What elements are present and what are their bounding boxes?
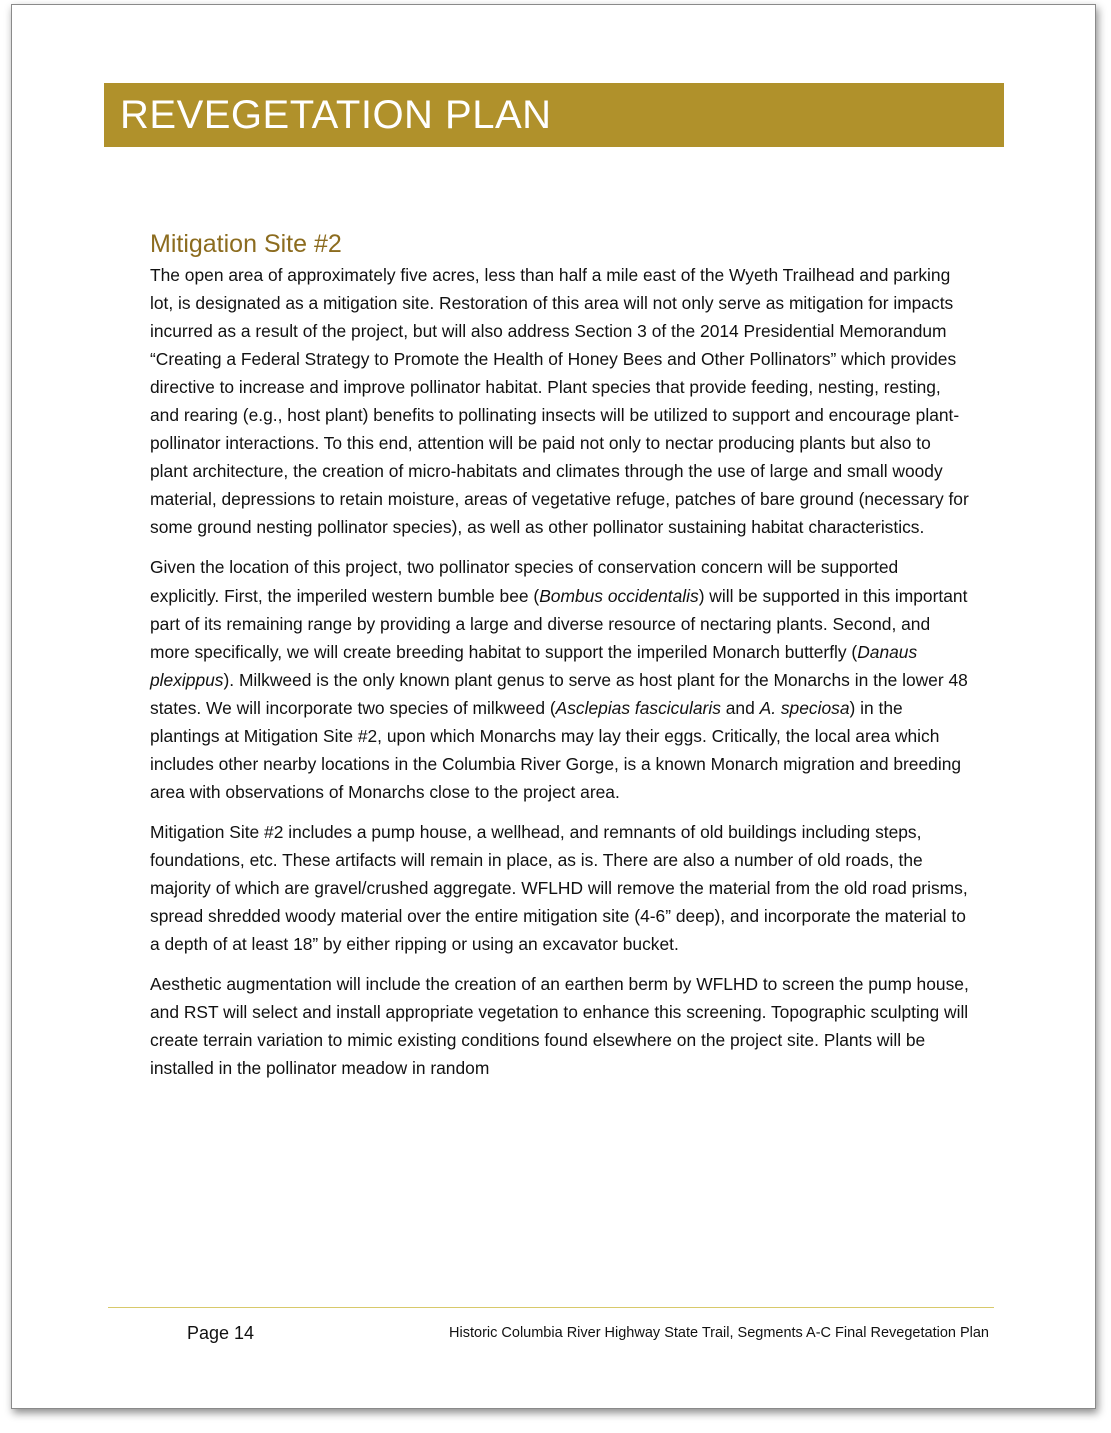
text-run: ) will be supported in this important part of its remaining range by providing a large and diverse resource of nectaring plants. Second, and more specifically, we will create breeding habitat to support the imperiled Monarch butterfly ( bbox=[150, 585, 968, 662]
section-banner bbox=[104, 83, 1004, 147]
paragraph bbox=[150, 261, 972, 541]
text-run: Mitigation Site #2 includes a pump house, a wellhead, and remnants of old buildings including steps, foundations, etc. These artifacts will remain in place, as is. There are also a number of old roads, the majority of which are gravel/crushed aggregate. WFLHD will remove the material from the old road prisms, spread shredded woody material over the entire mitigation site (4-6” deep), and incorporate the material to a depth of at least 18” by either ripping or using an excavator bucket. bbox=[150, 821, 968, 955]
document-page bbox=[11, 4, 1096, 1409]
paragraph bbox=[150, 553, 972, 805]
banner-title: REVEGETATION PLAN bbox=[120, 93, 552, 137]
species-name: A. speciosa bbox=[759, 697, 850, 718]
document-title: Historic Columbia River Highway State Trail, Segments A-C Final Revegetation Plan bbox=[449, 1325, 989, 1341]
paragraph bbox=[150, 970, 972, 1082]
species-name: Asclepias fascicularis bbox=[555, 697, 721, 718]
section-heading: Mitigation Site #2 bbox=[150, 230, 342, 258]
species-name: Danaus plexippus bbox=[150, 641, 918, 690]
text-run: ). Milkweed is the only known plant genus to serve as host plant for the Monarchs in the lower 48 states. We will incorporate two species of milkweed ( bbox=[150, 669, 968, 718]
text-run: Given the location of this project, two pollinator species of conservation concern will be supported explicitly. First, the imperiled western bumble bee ( bbox=[150, 557, 899, 606]
paragraph bbox=[150, 818, 972, 958]
text-run: and bbox=[720, 697, 760, 718]
body-content bbox=[150, 227, 972, 1094]
text-run: Aesthetic augmentation will include the creation of an earthen berm by WFLHD to screen the pump house, and RST will select and install appropriate vegetation to enhance this screening. Topographic sculpting will create terrain variation to mimic existing conditions found elsewhere on the project site. Plants will be installed in the pollinator meadow in random bbox=[150, 974, 969, 1079]
text-run: ) in the plantings at Mitigation Site #2, upon which Monarchs may lay their eggs. Critically, the local area which includes other nearby locations in the Columbia River Gorge, is a known Monarch migration and breeding area with observations of Monarchs close to the project area. bbox=[150, 697, 962, 802]
species-name: Bombus occidentalis bbox=[539, 585, 699, 606]
text-run: The open area of approximately five acres, less than half a mile east of the Wyeth Trailhead and parking lot, is designated as a mitigation site. Restoration of this area will not only serve as mitigation for impacts incurred as a result of the project, but will also address Section 3 of the 2014 Presidential Memorandum “Creating a Federal Strategy to Promote the Health of Honey Bees and Other Pollinators” which provides directive to increase and improve pollinator habitat. Plant species that provide feeding, nesting, resting, and rearing (e.g., host plant) benefits to pollinating insects will be utilized to support and encourage plant-pollinator interactions. To this end, attention will be paid not only to nectar producing plants but also to plant architecture, the creation of micro-habitats and climates through the use of large and small woody material, depressions to retain moisture, areas of vegetative refuge, patches of bare ground (necessary for some ground nesting pollinator species), as well as other pollinator sustaining habitat characteristics. bbox=[150, 265, 969, 538]
footer-divider bbox=[108, 1307, 994, 1308]
page-number: Page 14 bbox=[187, 1323, 255, 1343]
